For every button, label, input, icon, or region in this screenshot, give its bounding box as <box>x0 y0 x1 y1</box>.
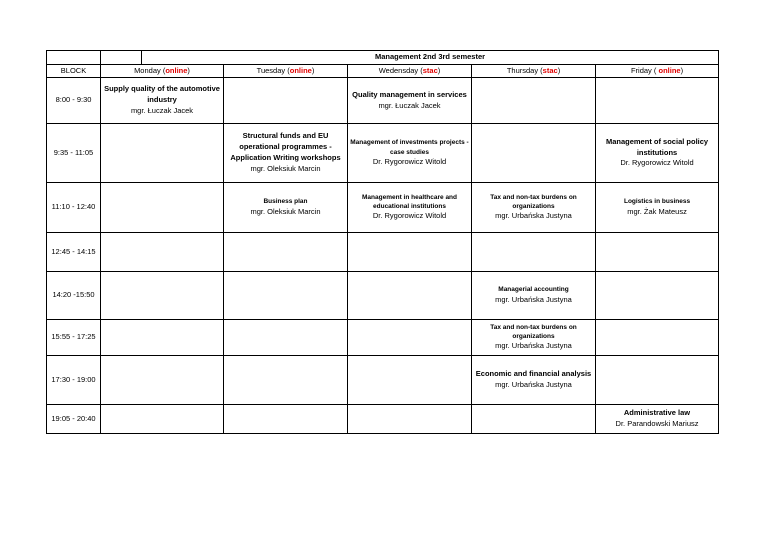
schedule-table <box>46 50 719 434</box>
block-header: BLOCK <box>47 65 101 78</box>
empty-cell <box>348 320 472 356</box>
class-cell-thursday: Tax and non-tax burdens on organizations mgr. Urbańska Justyna <box>472 320 596 356</box>
empty-cell <box>348 405 472 434</box>
table-row <box>47 356 719 405</box>
table-row <box>47 233 719 272</box>
class-cell-tuesday: Business plan mgr. Oleksiuk Marcin <box>224 183 348 233</box>
table-row <box>47 124 719 183</box>
time-cell: 9:35 - 11:05 <box>47 124 101 183</box>
empty-cell <box>224 272 348 320</box>
title-row <box>47 51 719 65</box>
table-row <box>47 78 719 124</box>
table-row <box>47 272 719 320</box>
time-cell: 8:00 - 9:30 <box>47 78 101 124</box>
empty-cell <box>596 272 719 320</box>
empty-cell <box>101 356 224 405</box>
empty-cell <box>101 51 142 65</box>
empty-cell <box>101 405 224 434</box>
empty-cell <box>224 233 348 272</box>
table-row <box>47 320 719 356</box>
class-cell-friday: Administrative law Dr. Parandowski Mariusz <box>596 405 719 434</box>
empty-cell <box>348 356 472 405</box>
time-cell: 12:45 - 14:15 <box>47 233 101 272</box>
class-cell-friday: Logistics in business mgr. Żak Mateusz <box>596 183 719 233</box>
empty-cell <box>596 233 719 272</box>
table-row <box>47 183 719 233</box>
empty-cell <box>101 272 224 320</box>
time-cell: 11:10 - 12:40 <box>47 183 101 233</box>
header-row <box>47 65 719 78</box>
day-header-monday: Monday (online) <box>101 65 224 78</box>
empty-cell <box>472 405 596 434</box>
day-header-friday: Friday ( online) <box>596 65 719 78</box>
empty-cell <box>101 233 224 272</box>
empty-cell <box>596 356 719 405</box>
time-cell: 17:30 - 19:00 <box>47 356 101 405</box>
empty-cell <box>348 272 472 320</box>
class-cell-tuesday: Structural funds and EU operational programmes - Application Writing workshops mgr. Oleksiuk Marcin <box>224 124 348 183</box>
empty-cell <box>472 124 596 183</box>
class-cell-wednesday: Quality management in services mgr. Łuczak Jacek <box>348 78 472 124</box>
empty-cell <box>472 78 596 124</box>
empty-cell <box>101 320 224 356</box>
time-cell: 19:05 - 20:40 <box>47 405 101 434</box>
empty-cell <box>101 183 224 233</box>
class-cell-monday: Supply quality of the automotive industry mgr. Łuczak Jacek <box>101 78 224 124</box>
schedule-title: Management 2nd 3rd semester <box>142 51 719 65</box>
day-header-wednesday: Wedensday (stac) <box>348 65 472 78</box>
time-cell: 15:55 - 17:25 <box>47 320 101 356</box>
time-cell: 14:20 -15:50 <box>47 272 101 320</box>
class-cell-wednesday: Management of investments projects - case studies Dr. Rygorowicz Witold <box>348 124 472 183</box>
empty-cell <box>224 78 348 124</box>
empty-cell <box>101 124 224 183</box>
day-header-thursday: Thursday (stac) <box>472 65 596 78</box>
empty-cell <box>224 405 348 434</box>
class-cell-thursday: Economic and financial analysis mgr. Urbańska Justyna <box>472 356 596 405</box>
class-cell-wednesday: Management in healthcare and educational institutions Dr. Rygorowicz Witold <box>348 183 472 233</box>
table-row <box>47 405 719 434</box>
empty-cell <box>348 233 472 272</box>
empty-cell <box>596 320 719 356</box>
class-cell-friday: Management of social policy institutions Dr. Rygorowicz Witold <box>596 124 719 183</box>
empty-cell <box>596 78 719 124</box>
empty-cell <box>224 356 348 405</box>
day-header-tuesday: Tuesday (online) <box>224 65 348 78</box>
empty-cell <box>224 320 348 356</box>
empty-cell <box>47 51 101 65</box>
class-cell-thursday: Managerial accounting mgr. Urbańska Justyna <box>472 272 596 320</box>
empty-cell <box>472 233 596 272</box>
class-cell-thursday: Tax and non-tax burdens on organizations mgr. Urbańska Justyna <box>472 183 596 233</box>
